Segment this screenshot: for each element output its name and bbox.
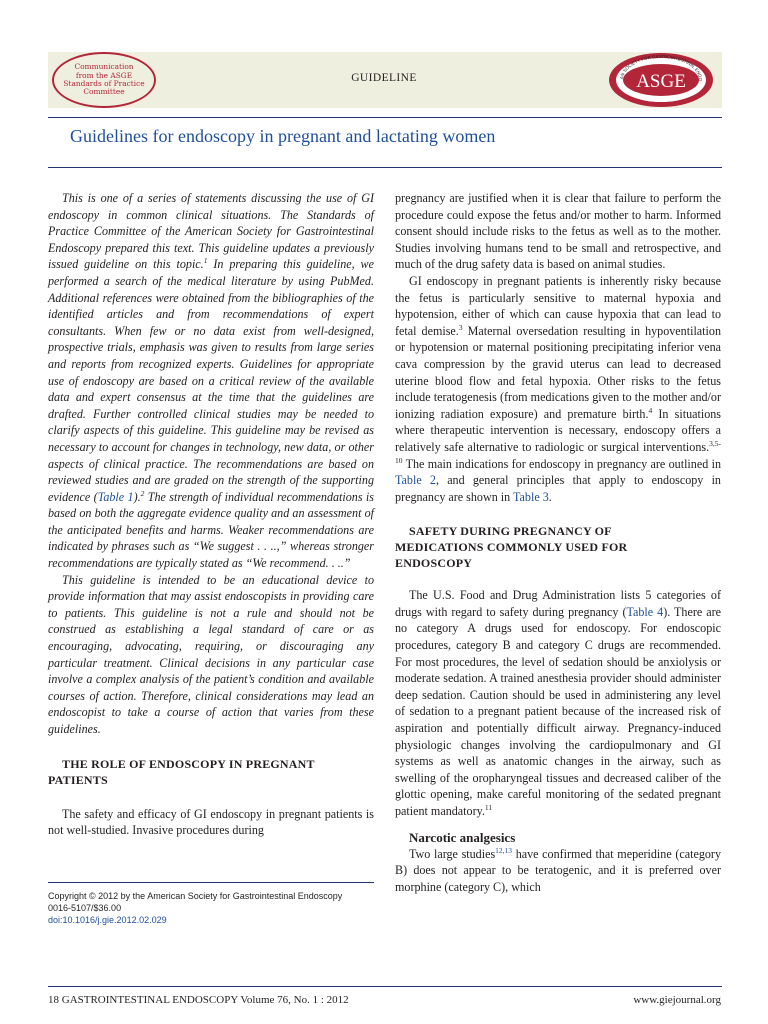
badge-line: from the ASGE xyxy=(75,70,133,80)
footer-left: 18 GASTROINTESTINAL ENDOSCOPY Volume 76, No. 1 : 2012 xyxy=(48,994,349,1006)
asge-logo-text: ASGE xyxy=(636,71,686,92)
title-rule-top xyxy=(48,117,722,118)
asge-logo xyxy=(607,52,715,108)
section-heading: SAFETY DURING PREGNANCY OF MEDICATIONS COMMONLY USED FOR ENDOSCOPY xyxy=(395,524,628,571)
table-2-link[interactable]: Table 2 xyxy=(395,473,436,488)
intro-paragraph: This is one of a series of statements discussing the use of GI endoscopy in common clinical situations. The Standards of Practice Committee of the American Society for Gastrointestinal Endoscopy prepared this text. This guideline updates a previously issued guideline on this topic.$^1$ In preparing this guideline, we performed a search of the medical literature by using PubMed. Additional references were obtained from the bibliographies of the identified articles and from recommendations of expert consultants. When few or no data exist from well-designed, prospective trials, emphasis was given to results from large series and reports from recognized experts. Guidelines for appropriate use of endoscopy are based on a critical review of the available data and expert consensus at the time that the guidelines are drafted. Further controlled clinical studies may be needed to clarify aspects of this guideline. This guideline may be revised as necessary to account for changes in technology, new data, or other aspects of clinical practice. The recommendations are based on reviewed studies and are graded on the strength of the supporting evidence (Table 1).$^2$ The strength of individual recommendations is based on both the aggregate evidence quality and an assessment of the anticipated benefits and harms. Weaker recommendations are indicated by phrases such as “We suggest . . ..,” whereas stronger recommendations are typically stated as “We recommend. . ..” xyxy=(48,191,374,571)
body-paragraph: Two large studies$^{12,13}$ have confirmed that meperidine (category B) does not appear to be teratogenic, and it is preferred over morphine (category C), which xyxy=(395,845,721,894)
copyright-line: Copyright © 2012 by the American Society for Gastrointestinal Endoscopy xyxy=(48,891,343,901)
body-paragraph: GI endoscopy in pregnant patients is inherently risky because the fetus is particularly sensitive to maternal hypoxia and hypotension, either of which can cause hypoxia that can lead to fetal demise.$^3$ Maternal oversedation resulting in hypoventilation or hypotension or maternal positioning precipitating inferior vena cava compression by the gravid uterus can lead to decreased uterine blood flow and fetal hypoxia. Other risks to the fetus include teratogenesis (from medications given to the mother and/or ionizing radiation exposure) and premature birth.$^4$ In situations where therapeutic intervention is necessary, endoscopy offers a relatively safe alternative to radiologic or surgical interventions.$^{3,5-10}$ The main indications for endoscopy in pregnancy are outlined in Table 2, and general principles that apply to endoscopy in pregnancy are shown in Table 3. xyxy=(395,273,722,504)
body-paragraph: pregnancy are justified when it is clear that failure to perform the procedure could expose the fetus and/or mother to harm. Informed consent should include risks to the fetus as well as to the mother. Studies involving humans tend to be small and retrospective, and much of the drug safety data is based on animal studies. xyxy=(395,191,721,272)
table-4-link[interactable]: Table 4 xyxy=(626,604,664,619)
asge-logo-ring-text: AN SOCIETY FOR GASTROINTESTINAL ENDO xyxy=(618,53,704,82)
body-paragraph: The U.S. Food and Drug Administration lists 5 categories of drugs with regard to safety during pregnancy (Table 4). There are no category A drugs used for endoscopy. For endoscopic procedures, category B and category C drugs are recommended. For most procedures, the level of sedation should be anxiolysis or moderate sedation. A trained anesthesia provider should administer deep sedation. Caution should be used in administering any level of sedation to a pregnant patient because of the increased risk of aspiration and potentially difficult airway. Pregnancy-induced physiologic changes involving the cardiopulmonary and GI systems as well as anatomic changes in the airway, such as swelling of the oropharyngeal tissues and decreased caliber of the glottic opening, make careful monitoring of the sedated pregnant patient mandatory.$^{11}$ xyxy=(395,588,721,818)
section-heading: THE ROLE OF ENDOSCOPY IN PREGNANT PATIENTS xyxy=(48,756,315,787)
copyright-block xyxy=(48,890,378,926)
footer-url[interactable]: www.giejournal.org xyxy=(633,994,721,1006)
footer-rule xyxy=(48,986,722,987)
badge-line: Committee xyxy=(83,87,125,97)
guideline-label: GUIDELINE xyxy=(351,72,417,84)
title-rule-bottom xyxy=(48,167,722,168)
badge-line: Communication xyxy=(74,62,134,72)
subsection-heading: Narcotic analgesics xyxy=(409,829,516,845)
copyright-rule xyxy=(48,882,374,883)
badge-line: Standards of Practice xyxy=(63,79,145,88)
left-column xyxy=(48,190,374,839)
table-3-link[interactable]: Table 3 xyxy=(513,489,549,504)
table-1-link[interactable]: Table 1 xyxy=(97,489,134,504)
body-paragraph: The safety and efficacy of GI endoscopy in pregnant patients is not well-studied. Invasive procedures during xyxy=(48,806,374,838)
page-title: Guidelines for endoscopy in pregnant and lactating women xyxy=(70,126,496,146)
right-column xyxy=(395,190,721,895)
issn-line: 0016-5107/$36.00 xyxy=(48,903,122,913)
doi-link[interactable]: doi:10.1016/j.gie.2012.02.029 xyxy=(48,915,167,925)
intro-paragraph-2: This guideline is intended to be an educational device to provide information that may assist endoscopists in providing care to patients. This guideline is not a rule and should not be construed as establishing a legal standard of care or as encouraging, advocating, requiring, or discouraging any particular treatment. Clinical decisions in any particular case involve a complex analysis of the patient’s condition and available courses of action. Therefore, clinical considerations may lead an endoscopist to take a course of action that varies from these guidelines. xyxy=(48,572,374,736)
